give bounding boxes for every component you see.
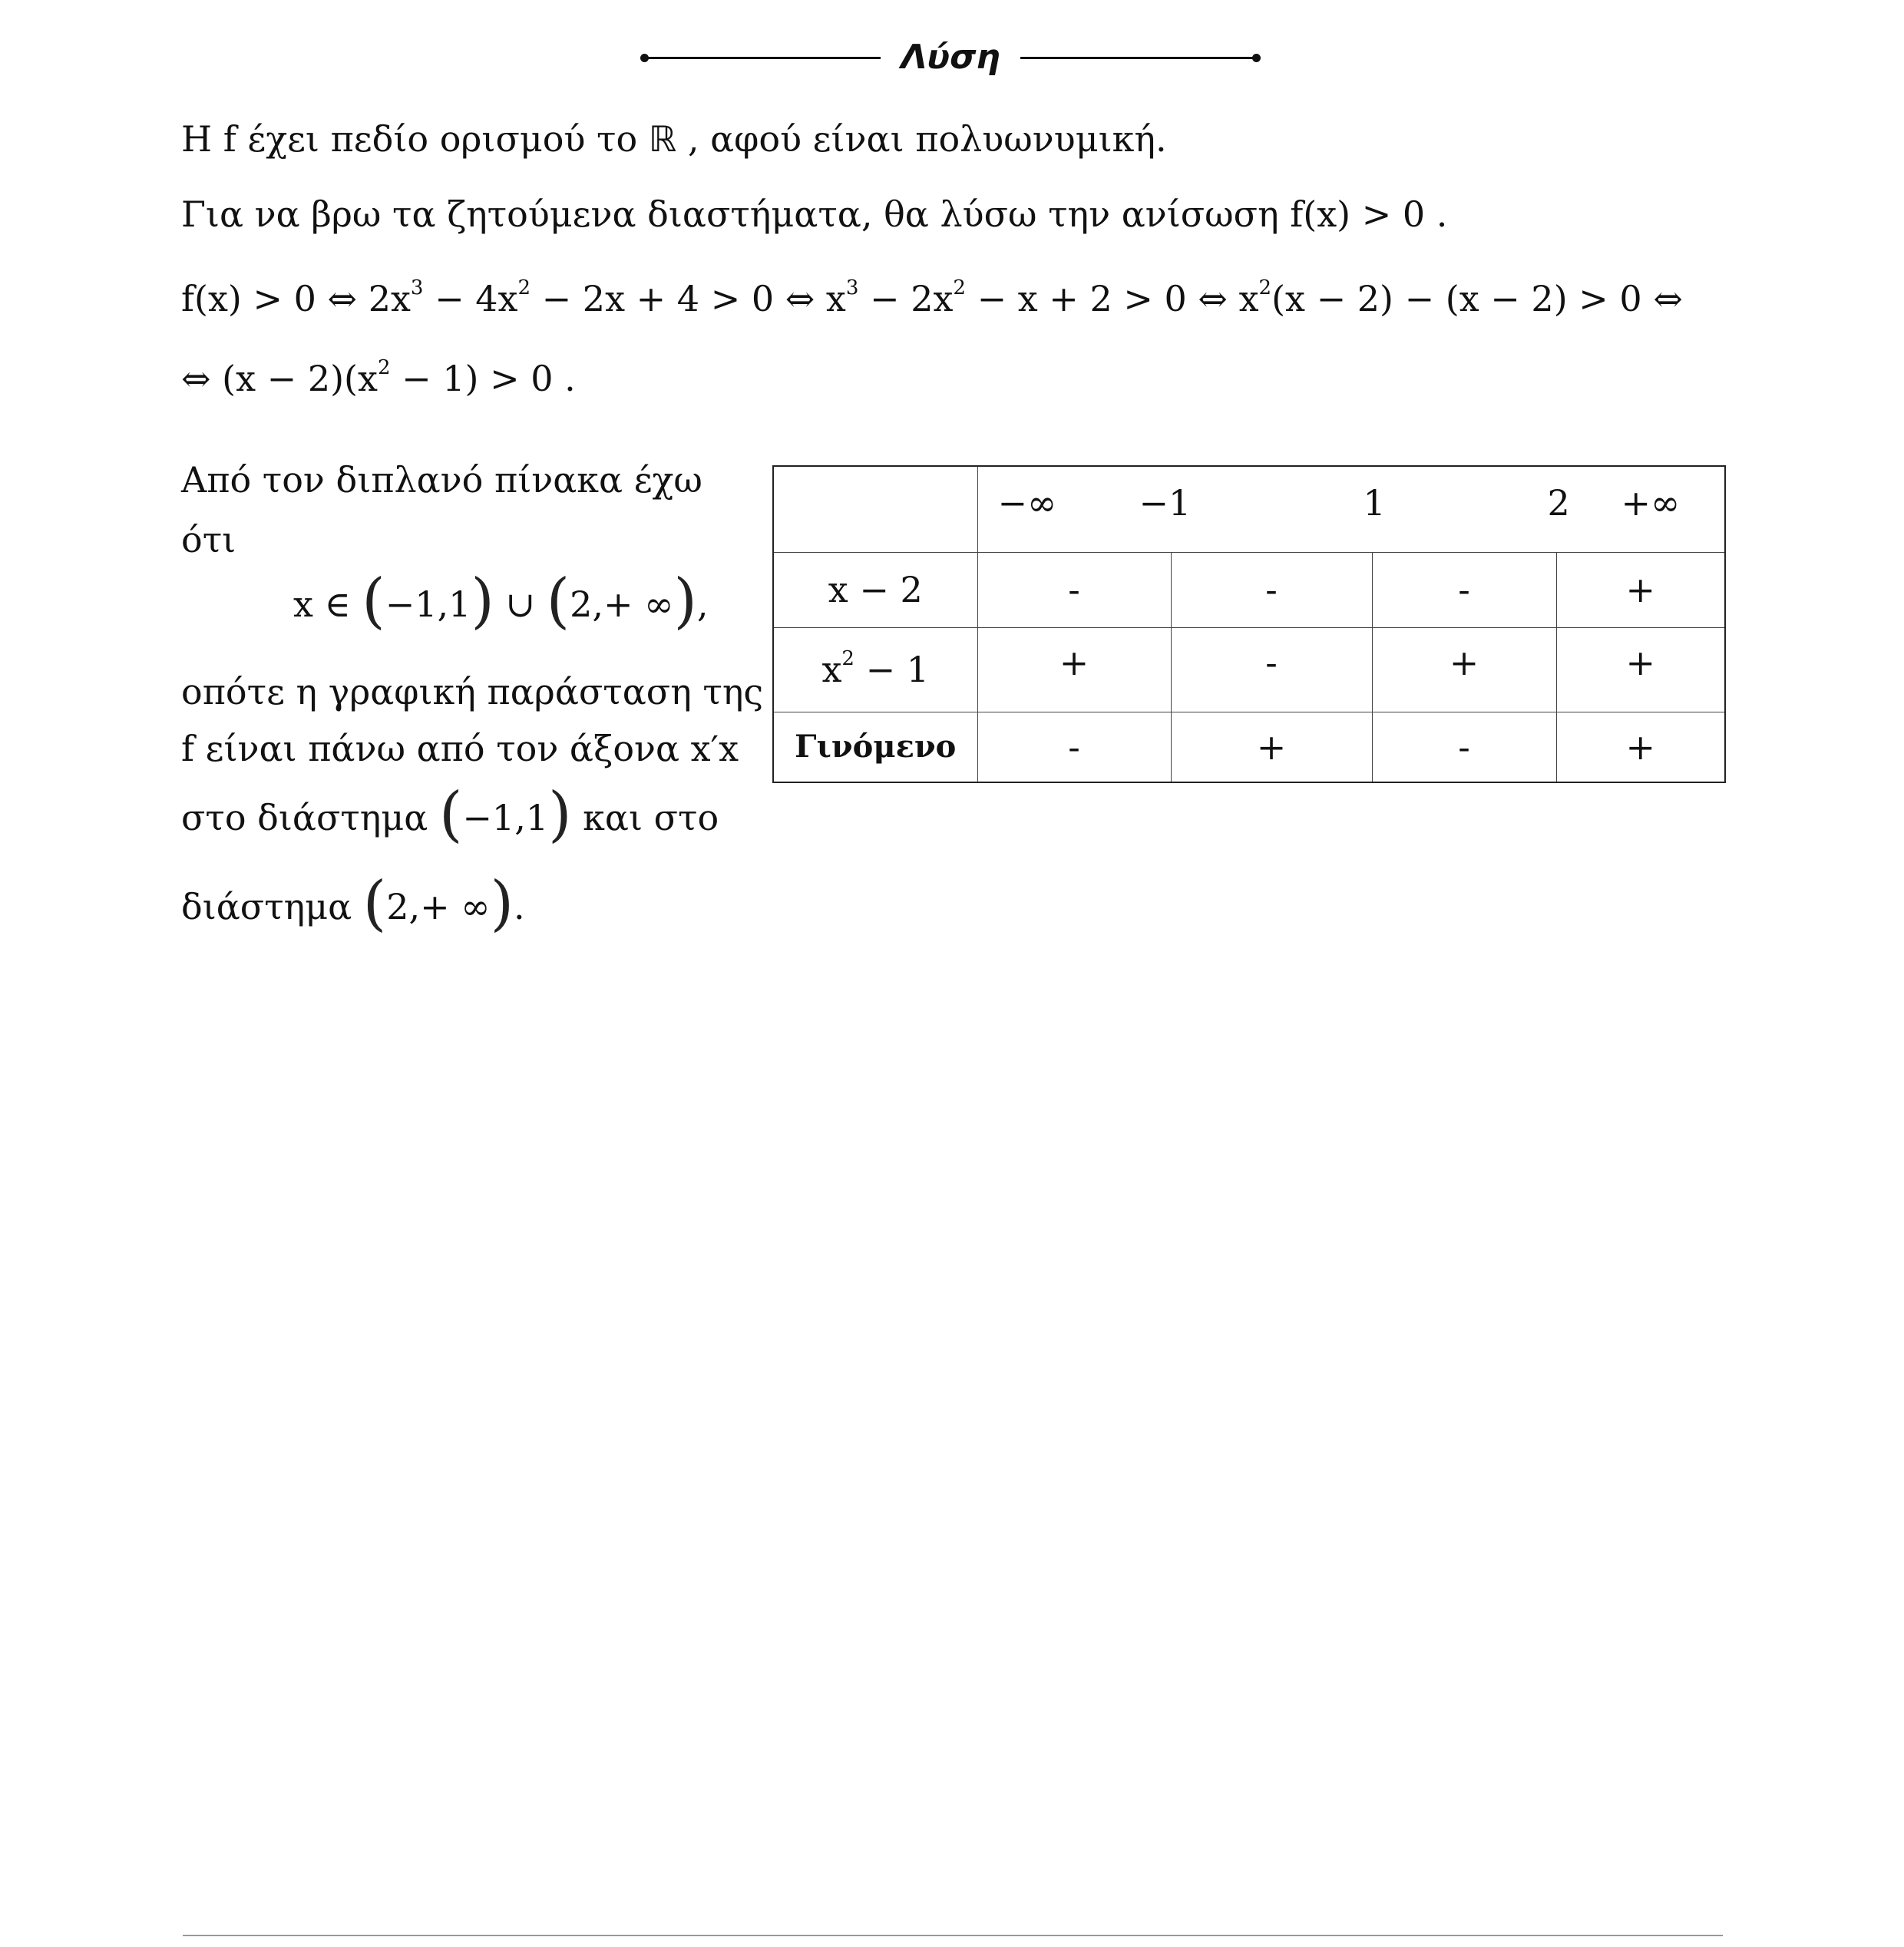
header-title: Λύση	[901, 38, 1000, 77]
eq-part: − x + 2 > 0 ⇔ x	[965, 278, 1259, 319]
point-two: 2	[1547, 482, 1570, 524]
paragraph-inequality: Για να βρω τα ζητούμενα διαστήματα, θα λύσω την ανίσωση f(x) > 0 .	[181, 193, 1448, 235]
solution-set	[293, 567, 709, 636]
exponent: 3	[410, 276, 424, 299]
solution-header	[643, 31, 1258, 84]
sign-row-x-minus-2	[773, 552, 1725, 627]
exponent: 2	[953, 276, 966, 299]
header-rule-left	[643, 57, 881, 59]
side-text-2: ότι	[181, 519, 236, 560]
sign-row-x-squared-minus-1	[773, 627, 1725, 712]
interval: −1,1	[462, 797, 549, 838]
text: ,	[696, 583, 709, 625]
sign-cell: +	[1372, 627, 1556, 712]
sign-cell: -	[1372, 552, 1556, 627]
point-pos-inf: +∞	[1621, 482, 1681, 524]
points-cell	[977, 466, 1725, 552]
sign-cell: -	[1372, 712, 1556, 782]
real-set-symbol: ℝ	[648, 118, 677, 160]
row-label: Γινόμενο	[773, 712, 977, 782]
eq-part: − 4x	[423, 278, 518, 319]
sign-table-header-row	[773, 466, 1725, 552]
equation-line-1	[181, 272, 1683, 326]
sign-table	[772, 465, 1726, 783]
header-rule-right	[1020, 57, 1258, 59]
paragraph-domain	[181, 112, 1167, 166]
label-part: − 1	[854, 649, 930, 690]
exponent: 2	[517, 276, 531, 299]
interval: −1,1	[385, 583, 471, 625]
text: στο διάστημα	[181, 797, 439, 838]
eq-part: − 2x	[858, 278, 954, 319]
interval: 2,+ ∞	[386, 886, 491, 927]
point-neg-inf: −∞	[997, 482, 1057, 524]
paren: )	[471, 567, 494, 636]
exponent: 2	[841, 647, 854, 670]
exponent: 3	[845, 276, 859, 299]
row-label: x − 2	[773, 552, 977, 627]
point-minus-one: −1	[1139, 482, 1192, 524]
sign-cell: -	[1171, 552, 1372, 627]
text: .	[514, 886, 525, 927]
paren: (	[362, 869, 387, 938]
side-text-4: f είναι πάνω από τον άξονα x′x	[181, 728, 739, 769]
sign-cell: -	[1171, 627, 1372, 712]
footer-rule	[183, 1935, 1723, 1936]
sign-cell: +	[977, 627, 1171, 712]
sign-cell: +	[1556, 552, 1725, 627]
eq-part: ⇔ (x − 2)(x	[181, 358, 378, 399]
paren: (	[438, 780, 463, 849]
label-part: x	[821, 649, 842, 690]
corner-cell	[773, 466, 977, 552]
eq-part: − 2x + 4 > 0 ⇔ x	[531, 278, 846, 319]
paren: (	[546, 567, 570, 636]
paren: )	[548, 780, 572, 849]
text: x ∈	[293, 583, 362, 625]
point-one: 1	[1363, 482, 1386, 524]
interval: 2,+ ∞	[570, 583, 674, 625]
side-text-1: Από τον διπλανό πίνακα έχω	[181, 459, 702, 501]
side-text-6	[181, 869, 525, 938]
exponent: 2	[377, 356, 391, 379]
sign-cell: -	[977, 552, 1171, 627]
row-label	[773, 627, 977, 712]
eq-part: f(x) > 0 ⇔ 2x	[181, 278, 411, 319]
sign-cell: +	[1171, 712, 1372, 782]
sign-cell: +	[1556, 627, 1725, 712]
eq-part: (x − 2) − (x − 2) > 0 ⇔	[1271, 278, 1683, 319]
text: Η f έχει πεδίο ορισμού το	[181, 118, 649, 160]
text: διάστημα	[181, 886, 363, 927]
eq-part: − 1) > 0 .	[390, 358, 576, 399]
text: , αφού είναι πολυωνυμική.	[676, 118, 1167, 160]
exponent: 2	[1258, 276, 1272, 299]
sign-cell: +	[1556, 712, 1725, 782]
paren: )	[673, 567, 697, 636]
text: και στο	[571, 797, 719, 838]
paren: )	[490, 869, 514, 938]
side-text-3: οπότε η γραφική παράσταση της	[181, 671, 764, 712]
union-symbol: ∪	[494, 583, 547, 625]
side-text-5	[181, 780, 719, 849]
equation-line-2	[181, 352, 576, 405]
sign-row-product	[773, 712, 1725, 782]
paren: (	[362, 567, 385, 636]
sign-cell: -	[977, 712, 1171, 782]
